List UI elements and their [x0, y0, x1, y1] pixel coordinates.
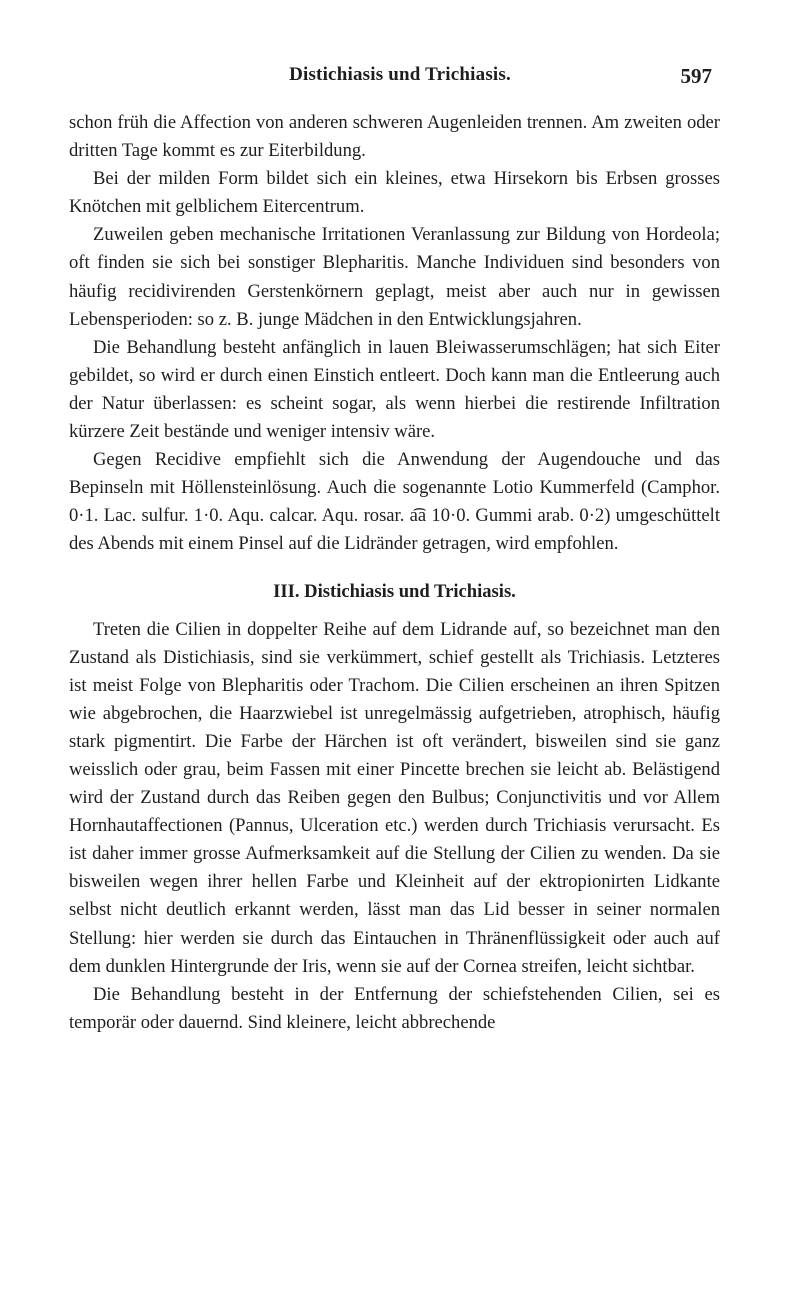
page-number: 597	[680, 64, 712, 88]
paragraph: Zuweilen geben mechanische Irritationen Veranlassung zur Bildung von Hordeola; oft finden sie sich bei sonstiger Blepharitis. Manche Individuen sind besonders von häufig recidivirenden Gerstenkörnern geplagt, meist aber auch nur in gewissen Lebensperioden: so z. B. junge Mädchen in den Entwicklungsjahren.	[69, 224, 720, 330]
section-heading: III. Distichiasis und Trichiasis.	[273, 580, 516, 602]
paragraph: Die Behandlung besteht in der Entfernung der schiefstehenden Cilien, sei es temporär oder dauernd. Sind kleinere, leicht abbrechende	[69, 983, 720, 1033]
running-title: Distichiasis und Trichiasis.	[289, 64, 511, 85]
running-head	[0, 64, 800, 94]
paragraph: schon früh die Affection von anderen schweren Augenleiden trennen. Am zweiten oder dritten Tage kommt es zur Eiterbildung.	[69, 112, 720, 162]
paragraph: Treten die Cilien in doppelter Reihe auf dem Lidrande auf, so bezeichnet man den Zustand als Distichiasis, sind sie verkümmert, schief gestellt als Trichiasis. Letzteres ist meist Folge von Blepharitis oder Trachom. Die Cilien erscheinen an ihren Spitzen wie abgebrochen, die Haarzwiebel ist unregelmässig aufgetrieben, atrophisch, häufig stark pigmentirt. Die Farbe der Härchen ist oft verändert, bisweilen sind sie ganz weisslich oder grau, beim Fassen mit einer Pincette brechen sie leicht ab. Belästigend wird der Zustand durch das Reiben gegen den Bulbus; Conjunctivitis und vor Allem Hornhautaffectionen (Pannus, Ulceration etc.) werden durch Trichiasis verursacht. Es ist daher immer grosse Aufmerksamkeit auf die Stellung der Cilien zu wenden. Da sie bisweilen wegen ihrer hellen Farbe und Kleinheit auf der ektropionirten Lidkante selbst nicht deutlich erkannt werden, lässt man das Lid besser in seiner normalen Stellung: hier werden sie durch das Eintauchen in Thränenflüssigkeit oder auch auf dem dunklen Hintergrunde der Iris, wenn sie auf der Cornea streifen, leicht sichtbar.	[69, 618, 720, 977]
paragraph: Bei der milden Form bildet sich ein kleines, etwa Hirsekorn bis Erbsen grosses Knötchen mit gelblichem Eitercentrum.	[69, 168, 720, 218]
paragraph: Gegen Recidive empfiehlt sich die Anwendung der Augendouche und das Bepinseln mit Höllensteinlösung. Auch die sogenannte Lotio Kummerfeld (Camphor. 0·1. Lac. sulfur. 1·0. Aqu. calcar. Aqu. rosar. a͡a 10·0. Gummi arab. 0·2) umgeschüttelt des Abends mit einem Pinsel auf die Lidränder getragen, wird empfohlen.	[69, 449, 720, 555]
paragraph: Die Behandlung besteht anfänglich in lauen Bleiwasserumschlägen; hat sich Eiter gebildet, so wird er durch einen Einstich entleert. Doch kann man die Entleerung auch der Natur überlassen: es scheint sogar, als wenn hierbei die restirende Infiltration kürzere Zeit bestände und weniger intensiv wäre.	[69, 336, 720, 443]
body-text	[69, 109, 720, 1037]
